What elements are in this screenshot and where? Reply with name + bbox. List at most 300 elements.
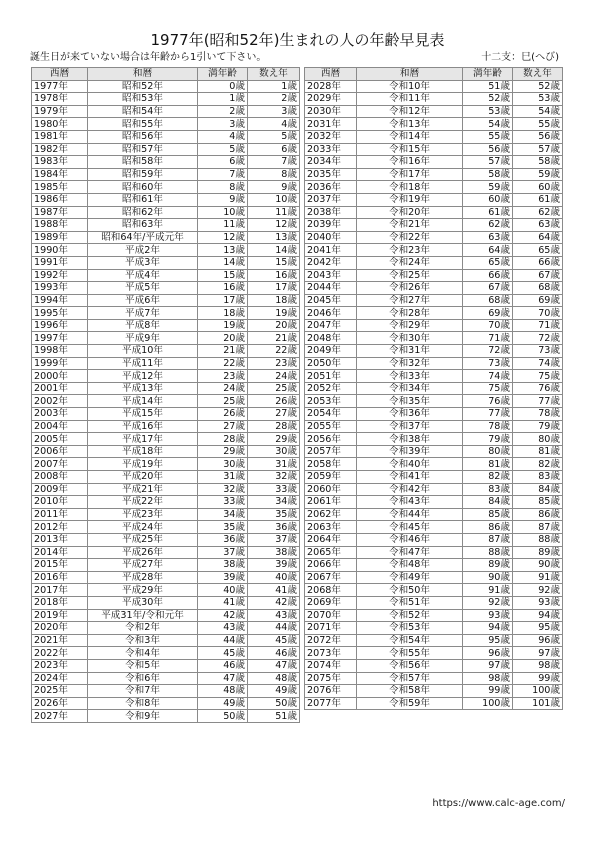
table-row bbox=[305, 571, 563, 584]
japanese-era-cell: 令和33年 bbox=[357, 370, 463, 383]
table-row bbox=[305, 647, 563, 660]
traditional-age-cell: 89歳 bbox=[513, 546, 563, 559]
full-age-cell: 71歳 bbox=[463, 332, 513, 345]
japanese-era-cell: 令和3年 bbox=[88, 634, 198, 647]
traditional-age-cell: 77歳 bbox=[513, 395, 563, 408]
traditional-age-cell: 5歳 bbox=[248, 130, 300, 143]
western-year-cell: 2045年 bbox=[305, 294, 357, 307]
header-full-age: 満年齢 bbox=[463, 68, 513, 81]
full-age-cell: 91歳 bbox=[463, 584, 513, 597]
japanese-era-cell: 令和53年 bbox=[357, 622, 463, 635]
traditional-age-cell: 67歳 bbox=[513, 269, 563, 282]
traditional-age-cell: 34歳 bbox=[248, 496, 300, 509]
western-year-cell: 2014年 bbox=[32, 546, 88, 559]
traditional-age-cell: 22歳 bbox=[248, 345, 300, 358]
traditional-age-cell: 26歳 bbox=[248, 395, 300, 408]
western-year-cell: 2062年 bbox=[305, 508, 357, 521]
japanese-era-cell: 平成9年 bbox=[88, 332, 198, 345]
full-age-cell: 72歳 bbox=[463, 345, 513, 358]
japanese-era-cell: 平成31年/令和元年 bbox=[88, 609, 198, 622]
japanese-era-cell: 昭和61年 bbox=[88, 193, 198, 206]
traditional-age-cell: 12歳 bbox=[248, 219, 300, 232]
western-year-cell: 2056年 bbox=[305, 433, 357, 446]
traditional-age-cell: 85歳 bbox=[513, 496, 563, 509]
traditional-age-cell: 15歳 bbox=[248, 256, 300, 269]
table-row bbox=[305, 471, 563, 484]
table-row bbox=[305, 584, 563, 597]
table-row bbox=[305, 496, 563, 509]
western-year-cell: 1992年 bbox=[32, 269, 88, 282]
japanese-era-cell: 平成8年 bbox=[88, 319, 198, 332]
western-year-cell: 2047年 bbox=[305, 319, 357, 332]
western-year-cell: 2054年 bbox=[305, 408, 357, 421]
western-year-cell: 2063年 bbox=[305, 521, 357, 534]
full-age-cell: 43歳 bbox=[198, 622, 248, 635]
japanese-era-cell: 昭和58年 bbox=[88, 156, 198, 169]
western-year-cell: 2000年 bbox=[32, 370, 88, 383]
full-age-cell: 81歳 bbox=[463, 458, 513, 471]
table-row bbox=[305, 697, 563, 710]
japanese-era-cell: 昭和56年 bbox=[88, 130, 198, 143]
full-age-cell: 6歳 bbox=[198, 156, 248, 169]
traditional-age-cell: 79歳 bbox=[513, 420, 563, 433]
table-row bbox=[32, 533, 300, 546]
table-row bbox=[32, 307, 300, 320]
table-row bbox=[305, 458, 563, 471]
western-year-cell: 2068年 bbox=[305, 584, 357, 597]
header-full-age: 満年齢 bbox=[198, 68, 248, 81]
header-traditional-age: 数え年 bbox=[248, 68, 300, 81]
full-age-cell: 93歳 bbox=[463, 609, 513, 622]
traditional-age-cell: 68歳 bbox=[513, 282, 563, 295]
table-row bbox=[32, 697, 300, 710]
japanese-era-cell: 平成14年 bbox=[88, 395, 198, 408]
full-age-cell: 59歳 bbox=[463, 181, 513, 194]
table-row bbox=[305, 219, 563, 232]
table-row bbox=[305, 521, 563, 534]
japanese-era-cell: 令和28年 bbox=[357, 307, 463, 320]
table-row bbox=[32, 672, 300, 685]
japanese-era-cell: 令和27年 bbox=[357, 294, 463, 307]
traditional-age-cell: 71歳 bbox=[513, 319, 563, 332]
full-age-cell: 13歳 bbox=[198, 244, 248, 257]
traditional-age-cell: 61歳 bbox=[513, 193, 563, 206]
table-row bbox=[32, 105, 300, 118]
western-year-cell: 1981年 bbox=[32, 130, 88, 143]
full-age-cell: 57歳 bbox=[463, 156, 513, 169]
traditional-age-cell: 98歳 bbox=[513, 659, 563, 672]
full-age-cell: 97歳 bbox=[463, 659, 513, 672]
western-year-cell: 2018年 bbox=[32, 596, 88, 609]
western-year-cell: 2042年 bbox=[305, 256, 357, 269]
traditional-age-cell: 16歳 bbox=[248, 269, 300, 282]
table-row bbox=[32, 609, 300, 622]
table-header-row bbox=[305, 68, 563, 81]
full-age-cell: 73歳 bbox=[463, 357, 513, 370]
japanese-era-cell: 平成19年 bbox=[88, 458, 198, 471]
table-row bbox=[305, 357, 563, 370]
table-row bbox=[305, 193, 563, 206]
western-year-cell: 1987年 bbox=[32, 206, 88, 219]
traditional-age-cell: 30歳 bbox=[248, 445, 300, 458]
japanese-era-cell: 令和2年 bbox=[88, 622, 198, 635]
traditional-age-cell: 62歳 bbox=[513, 206, 563, 219]
table-row bbox=[305, 143, 563, 156]
traditional-age-cell: 100歳 bbox=[513, 685, 563, 698]
traditional-age-cell: 9歳 bbox=[248, 181, 300, 194]
japanese-era-cell: 昭和53年 bbox=[88, 93, 198, 106]
full-age-cell: 20歳 bbox=[198, 332, 248, 345]
table-row bbox=[32, 269, 300, 282]
japanese-era-cell: 昭和63年 bbox=[88, 219, 198, 232]
full-age-cell: 52歳 bbox=[463, 93, 513, 106]
traditional-age-cell: 81歳 bbox=[513, 445, 563, 458]
traditional-age-cell: 43歳 bbox=[248, 609, 300, 622]
page-title: 1977年(昭和52年)生まれの人の年齢早見表 bbox=[150, 31, 445, 49]
western-year-cell: 2012年 bbox=[32, 521, 88, 534]
table-row bbox=[32, 130, 300, 143]
traditional-age-cell: 41歳 bbox=[248, 584, 300, 597]
traditional-age-cell: 37歳 bbox=[248, 533, 300, 546]
traditional-age-cell: 8歳 bbox=[248, 168, 300, 181]
table-row bbox=[305, 672, 563, 685]
full-age-cell: 69歳 bbox=[463, 307, 513, 320]
japanese-era-cell: 令和42年 bbox=[357, 483, 463, 496]
western-year-cell: 2061年 bbox=[305, 496, 357, 509]
western-year-cell: 1994年 bbox=[32, 294, 88, 307]
traditional-age-cell: 3歳 bbox=[248, 105, 300, 118]
traditional-age-cell: 87歳 bbox=[513, 521, 563, 534]
japanese-era-cell: 昭和62年 bbox=[88, 206, 198, 219]
table-row bbox=[32, 193, 300, 206]
western-year-cell: 2033年 bbox=[305, 143, 357, 156]
japanese-era-cell: 令和32年 bbox=[357, 357, 463, 370]
full-age-cell: 74歳 bbox=[463, 370, 513, 383]
japanese-era-cell: 令和11年 bbox=[357, 93, 463, 106]
japanese-era-cell: 令和41年 bbox=[357, 471, 463, 484]
traditional-age-cell: 23歳 bbox=[248, 357, 300, 370]
table-row bbox=[305, 130, 563, 143]
traditional-age-cell: 72歳 bbox=[513, 332, 563, 345]
japanese-era-cell: 令和18年 bbox=[357, 181, 463, 194]
western-year-cell: 2076年 bbox=[305, 685, 357, 698]
table-row bbox=[32, 659, 300, 672]
western-year-cell: 2002年 bbox=[32, 395, 88, 408]
table-row bbox=[32, 685, 300, 698]
western-year-cell: 1982年 bbox=[32, 143, 88, 156]
western-year-cell: 2010年 bbox=[32, 496, 88, 509]
full-age-cell: 40歳 bbox=[198, 584, 248, 597]
western-year-cell: 1988年 bbox=[32, 219, 88, 232]
japanese-era-cell: 令和56年 bbox=[357, 659, 463, 672]
western-year-cell: 2015年 bbox=[32, 559, 88, 572]
table-row bbox=[32, 546, 300, 559]
table-row bbox=[32, 219, 300, 232]
japanese-era-cell: 令和34年 bbox=[357, 382, 463, 395]
traditional-age-cell: 88歳 bbox=[513, 533, 563, 546]
full-age-cell: 25歳 bbox=[198, 395, 248, 408]
japanese-era-cell: 平成10年 bbox=[88, 345, 198, 358]
full-age-cell: 99歳 bbox=[463, 685, 513, 698]
traditional-age-cell: 90歳 bbox=[513, 559, 563, 572]
full-age-cell: 12歳 bbox=[198, 231, 248, 244]
site-url[interactable]: https://www.calc-age.com/ bbox=[432, 798, 565, 809]
table-row bbox=[32, 319, 300, 332]
japanese-era-cell: 平成13年 bbox=[88, 382, 198, 395]
full-age-cell: 32歳 bbox=[198, 483, 248, 496]
japanese-era-cell: 令和30年 bbox=[357, 332, 463, 345]
table-row bbox=[32, 710, 300, 723]
western-year-cell: 2009年 bbox=[32, 483, 88, 496]
japanese-era-cell: 令和44年 bbox=[357, 508, 463, 521]
table-row bbox=[305, 231, 563, 244]
traditional-age-cell: 56歳 bbox=[513, 130, 563, 143]
western-year-cell: 1990年 bbox=[32, 244, 88, 257]
traditional-age-cell: 25歳 bbox=[248, 382, 300, 395]
traditional-age-cell: 64歳 bbox=[513, 231, 563, 244]
western-year-cell: 2072年 bbox=[305, 634, 357, 647]
western-year-cell: 2038年 bbox=[305, 206, 357, 219]
western-year-cell: 1998年 bbox=[32, 345, 88, 358]
traditional-age-cell: 33歳 bbox=[248, 483, 300, 496]
japanese-era-cell: 昭和57年 bbox=[88, 143, 198, 156]
western-year-cell: 2011年 bbox=[32, 508, 88, 521]
japanese-era-cell: 令和38年 bbox=[357, 433, 463, 446]
full-age-cell: 54歳 bbox=[463, 118, 513, 131]
full-age-cell: 24歳 bbox=[198, 382, 248, 395]
full-age-cell: 98歳 bbox=[463, 672, 513, 685]
traditional-age-cell: 83歳 bbox=[513, 471, 563, 484]
japanese-era-cell: 平成21年 bbox=[88, 483, 198, 496]
full-age-cell: 87歳 bbox=[463, 533, 513, 546]
full-age-cell: 11歳 bbox=[198, 219, 248, 232]
full-age-cell: 56歳 bbox=[463, 143, 513, 156]
table-row bbox=[32, 118, 300, 131]
japanese-era-cell: 令和26年 bbox=[357, 282, 463, 295]
traditional-age-cell: 38歳 bbox=[248, 546, 300, 559]
japanese-era-cell: 昭和64年/平成元年 bbox=[88, 231, 198, 244]
full-age-cell: 44歳 bbox=[198, 634, 248, 647]
japanese-era-cell: 令和13年 bbox=[357, 118, 463, 131]
table-row bbox=[32, 420, 300, 433]
japanese-era-cell: 令和35年 bbox=[357, 395, 463, 408]
full-age-cell: 94歳 bbox=[463, 622, 513, 635]
traditional-age-cell: 92歳 bbox=[513, 584, 563, 597]
japanese-era-cell: 令和10年 bbox=[357, 80, 463, 93]
table-row bbox=[305, 307, 563, 320]
table-row bbox=[305, 533, 563, 546]
header-traditional-age: 数え年 bbox=[513, 68, 563, 81]
full-age-cell: 14歳 bbox=[198, 256, 248, 269]
full-age-cell: 18歳 bbox=[198, 307, 248, 320]
full-age-cell: 4歳 bbox=[198, 130, 248, 143]
western-year-cell: 1983年 bbox=[32, 156, 88, 169]
japanese-era-cell: 平成27年 bbox=[88, 559, 198, 572]
full-age-cell: 92歳 bbox=[463, 596, 513, 609]
western-year-cell: 2024年 bbox=[32, 672, 88, 685]
western-year-cell: 1993年 bbox=[32, 282, 88, 295]
full-age-cell: 34歳 bbox=[198, 508, 248, 521]
full-age-cell: 76歳 bbox=[463, 395, 513, 408]
header-japanese-era: 和暦 bbox=[357, 68, 463, 81]
table-row bbox=[32, 156, 300, 169]
full-age-cell: 77歳 bbox=[463, 408, 513, 421]
table-row bbox=[305, 622, 563, 635]
table-row bbox=[32, 231, 300, 244]
western-year-cell: 2037年 bbox=[305, 193, 357, 206]
full-age-cell: 19歳 bbox=[198, 319, 248, 332]
western-year-cell: 1991年 bbox=[32, 256, 88, 269]
table-row bbox=[32, 395, 300, 408]
full-age-cell: 84歳 bbox=[463, 496, 513, 509]
japanese-era-cell: 令和31年 bbox=[357, 345, 463, 358]
table-row bbox=[32, 445, 300, 458]
full-age-cell: 86歳 bbox=[463, 521, 513, 534]
western-year-cell: 2028年 bbox=[305, 80, 357, 93]
western-year-cell: 2036年 bbox=[305, 181, 357, 194]
western-year-cell: 1986年 bbox=[32, 193, 88, 206]
traditional-age-cell: 94歳 bbox=[513, 609, 563, 622]
traditional-age-cell: 28歳 bbox=[248, 420, 300, 433]
japanese-era-cell: 昭和52年 bbox=[88, 80, 198, 93]
table-row bbox=[32, 181, 300, 194]
western-year-cell: 2069年 bbox=[305, 596, 357, 609]
traditional-age-cell: 18歳 bbox=[248, 294, 300, 307]
japanese-era-cell: 令和54年 bbox=[357, 634, 463, 647]
full-age-cell: 45歳 bbox=[198, 647, 248, 660]
japanese-era-cell: 令和49年 bbox=[357, 571, 463, 584]
japanese-era-cell: 令和15年 bbox=[357, 143, 463, 156]
full-age-cell: 37歳 bbox=[198, 546, 248, 559]
table-row bbox=[32, 483, 300, 496]
full-age-cell: 50歳 bbox=[198, 710, 248, 723]
traditional-age-cell: 44歳 bbox=[248, 622, 300, 635]
full-age-cell: 95歳 bbox=[463, 634, 513, 647]
full-age-cell: 79歳 bbox=[463, 433, 513, 446]
japanese-era-cell: 平成28年 bbox=[88, 571, 198, 584]
age-table-left bbox=[31, 67, 300, 723]
japanese-era-cell: 昭和55年 bbox=[88, 118, 198, 131]
japanese-era-cell: 平成18年 bbox=[88, 445, 198, 458]
traditional-age-cell: 42歳 bbox=[248, 596, 300, 609]
traditional-age-cell: 47歳 bbox=[248, 659, 300, 672]
western-year-cell: 2027年 bbox=[32, 710, 88, 723]
table-row bbox=[305, 609, 563, 622]
traditional-age-cell: 10歳 bbox=[248, 193, 300, 206]
table-row bbox=[32, 294, 300, 307]
traditional-age-cell: 45歳 bbox=[248, 634, 300, 647]
table-row bbox=[305, 244, 563, 257]
full-age-cell: 55歳 bbox=[463, 130, 513, 143]
western-year-cell: 2001年 bbox=[32, 382, 88, 395]
table-row bbox=[305, 156, 563, 169]
traditional-age-cell: 21歳 bbox=[248, 332, 300, 345]
japanese-era-cell: 平成22年 bbox=[88, 496, 198, 509]
japanese-era-cell: 平成24年 bbox=[88, 521, 198, 534]
full-age-cell: 17歳 bbox=[198, 294, 248, 307]
full-age-cell: 85歳 bbox=[463, 508, 513, 521]
age-table-right bbox=[304, 67, 563, 710]
traditional-age-cell: 14歳 bbox=[248, 244, 300, 257]
japanese-era-cell: 平成16年 bbox=[88, 420, 198, 433]
western-year-cell: 2050年 bbox=[305, 357, 357, 370]
western-year-cell: 2066年 bbox=[305, 559, 357, 572]
traditional-age-cell: 52歳 bbox=[513, 80, 563, 93]
table-row bbox=[305, 168, 563, 181]
western-year-cell: 1979年 bbox=[32, 105, 88, 118]
full-age-cell: 83歳 bbox=[463, 483, 513, 496]
japanese-era-cell: 令和20年 bbox=[357, 206, 463, 219]
full-age-cell: 65歳 bbox=[463, 256, 513, 269]
japanese-era-cell: 令和58年 bbox=[357, 685, 463, 698]
traditional-age-cell: 13歳 bbox=[248, 231, 300, 244]
table-row bbox=[305, 319, 563, 332]
age-table-right-body bbox=[305, 80, 563, 710]
western-year-cell: 2005年 bbox=[32, 433, 88, 446]
western-year-cell: 2048年 bbox=[305, 332, 357, 345]
table-row bbox=[32, 634, 300, 647]
table-row bbox=[305, 395, 563, 408]
japanese-era-cell: 令和19年 bbox=[357, 193, 463, 206]
table-header-row bbox=[32, 68, 300, 81]
japanese-era-cell: 令和23年 bbox=[357, 244, 463, 257]
traditional-age-cell: 54歳 bbox=[513, 105, 563, 118]
western-year-cell: 1977年 bbox=[32, 80, 88, 93]
table-row bbox=[32, 256, 300, 269]
western-year-cell: 2029年 bbox=[305, 93, 357, 106]
japanese-era-cell: 令和40年 bbox=[357, 458, 463, 471]
japanese-era-cell: 平成5年 bbox=[88, 282, 198, 295]
traditional-age-cell: 66歳 bbox=[513, 256, 563, 269]
table-row bbox=[305, 256, 563, 269]
full-age-cell: 89歳 bbox=[463, 559, 513, 572]
full-age-cell: 36歳 bbox=[198, 533, 248, 546]
western-year-cell: 2030年 bbox=[305, 105, 357, 118]
western-year-cell: 2051年 bbox=[305, 370, 357, 383]
table-row bbox=[32, 382, 300, 395]
table-row bbox=[305, 445, 563, 458]
table-row bbox=[32, 80, 300, 93]
full-age-cell: 28歳 bbox=[198, 433, 248, 446]
table-row bbox=[305, 382, 563, 395]
traditional-age-cell: 55歳 bbox=[513, 118, 563, 131]
japanese-era-cell: 令和47年 bbox=[357, 546, 463, 559]
traditional-age-cell: 84歳 bbox=[513, 483, 563, 496]
header-japanese-era: 和暦 bbox=[88, 68, 198, 81]
western-year-cell: 2004年 bbox=[32, 420, 88, 433]
full-age-cell: 1歳 bbox=[198, 93, 248, 106]
japanese-era-cell: 令和12年 bbox=[357, 105, 463, 118]
table-row bbox=[32, 596, 300, 609]
western-year-cell: 2073年 bbox=[305, 647, 357, 660]
full-age-cell: 80歳 bbox=[463, 445, 513, 458]
traditional-age-cell: 70歳 bbox=[513, 307, 563, 320]
full-age-cell: 46歳 bbox=[198, 659, 248, 672]
western-year-cell: 1989年 bbox=[32, 231, 88, 244]
western-year-cell: 2064年 bbox=[305, 533, 357, 546]
age-table-left-body bbox=[32, 80, 300, 722]
japanese-era-cell: 令和6年 bbox=[88, 672, 198, 685]
japanese-era-cell: 昭和60年 bbox=[88, 181, 198, 194]
japanese-era-cell: 令和5年 bbox=[88, 659, 198, 672]
full-age-cell: 49歳 bbox=[198, 697, 248, 710]
traditional-age-cell: 91歳 bbox=[513, 571, 563, 584]
full-age-cell: 5歳 bbox=[198, 143, 248, 156]
traditional-age-cell: 19歳 bbox=[248, 307, 300, 320]
traditional-age-cell: 20歳 bbox=[248, 319, 300, 332]
full-age-cell: 51歳 bbox=[463, 80, 513, 93]
table-row bbox=[32, 168, 300, 181]
